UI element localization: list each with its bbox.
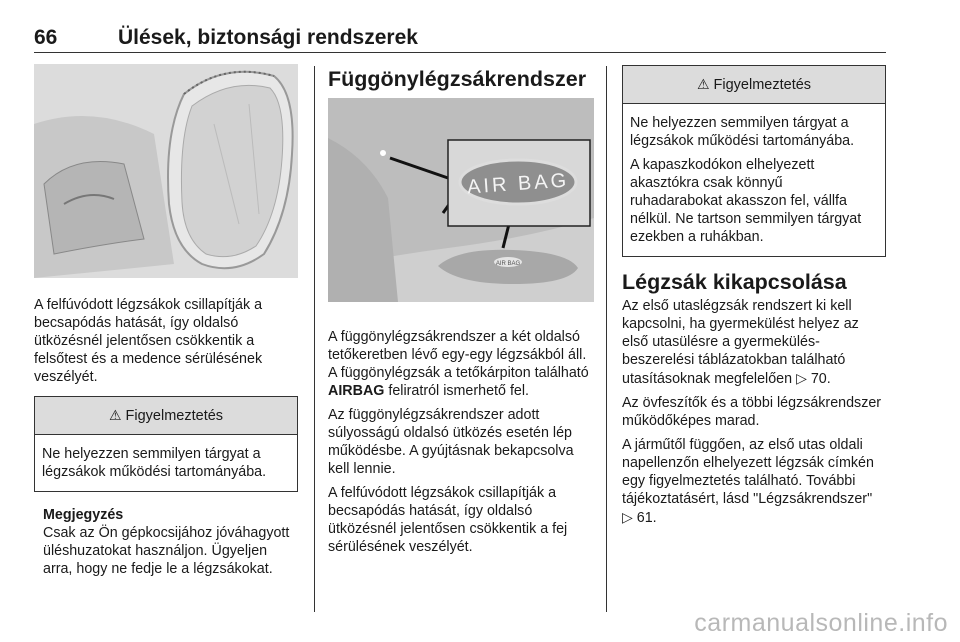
watermark: carmanualsonline.info [694,609,948,637]
side-airbag-illustration [34,64,298,278]
page-number: 66 [34,26,58,49]
warning-header [35,397,297,435]
page-ref-icon: ▷ [796,370,807,386]
warning-text: Ne helyezzen semmilyen tárgyat a légzsákok működési tartományába. [630,115,855,149]
paragraph: A járműtől függően, az első utas oldali napellenzőn elhelyezett légzsák címkén egy figyelmeztetés található. További tájékoztatásért, lásd "Légzsákrendszer" ▷ 61. [622,437,874,526]
warning-header [623,66,885,104]
warning-icon: ⚠ [108,407,122,423]
note-title: Megjegyzés [43,507,124,523]
section-heading: Légzsák kikapcsolása [622,270,847,294]
note [34,506,298,578]
small-airbag-label: AIR BAG [495,261,521,267]
paragraph: Az első utaslégzsák rendszert ki kell kapcsolni, ha gyermekülést helyez az első utasülésre a gyermekülés-beszerelési táblázatokban található utasításoknak megfelelően ▷ 70. [622,298,859,387]
warning-box [34,396,298,492]
warning-title: Figyelmeztetés [713,77,812,93]
column-middle [328,64,594,562]
chapter-title: Ülések, biztonsági rendszerek [118,26,418,49]
airbag-label: AIR BAG [466,169,570,199]
paragraph: Az függönylégzsákrendszer adott súlyosságú oldalsó ütközés esetén lép működésbe. A gyújtásnak bekapcsolva kell lennie. [328,407,574,477]
column-right [622,64,886,533]
column-left [34,64,298,584]
paragraph: A függönylégzsákrendszer a két oldalsó tetőkeretben lévő egy-egy légzsákból áll. A függönylégzsák a tetőkárpiton található AIRBAG feliratról ismerhető fel. [328,329,589,399]
page-header [34,22,886,53]
warning-text: A kapaszkodókon elhelyezett akasztókra csak könnyű ruhadarabokat akasszon fel, vállfa nélkül. Ne tartson semmilyen tárgyat ezekben a ruhákban. [630,157,862,245]
column-divider [314,66,315,612]
curtain-airbag-illustration [328,98,594,302]
paragraph: A felfúvódott légzsákok csillapítják a becsapódás hatását, így oldalsó ütközésnél jelentősen csökkentik a felsőtest és a medence sérülésének veszélyét. [34,297,263,385]
page-ref-icon: ▷ [622,509,633,525]
warning-box [622,65,886,257]
paragraph: Az övfeszítők és a többi légzsákrendszer működőképes marad. [622,395,882,429]
paragraph: A felfúvódott légzsákok csillapítják a becsapódás hatását, így oldalsó ütközésnél jelentősen csökkentik a fej sérülésének veszélyét. [328,485,568,555]
column-divider [606,66,607,612]
page-ref: 61. [636,510,657,526]
section-heading: Függönylégzsákrendszer [328,67,587,91]
warning-text: Ne helyezzen semmilyen tárgyat a légzsákok működési tartományába. [42,446,267,480]
note-text: Csak az Ön gépkocsijához jóváhagyott üléshuzatokat használjon. Ügyeljen arra, hogy ne fedje le a légzsákokat. [43,525,290,577]
page-ref: 70. [810,371,831,387]
warning-title: Figyelmeztetés [125,408,224,424]
warning-icon: ⚠ [696,76,710,92]
